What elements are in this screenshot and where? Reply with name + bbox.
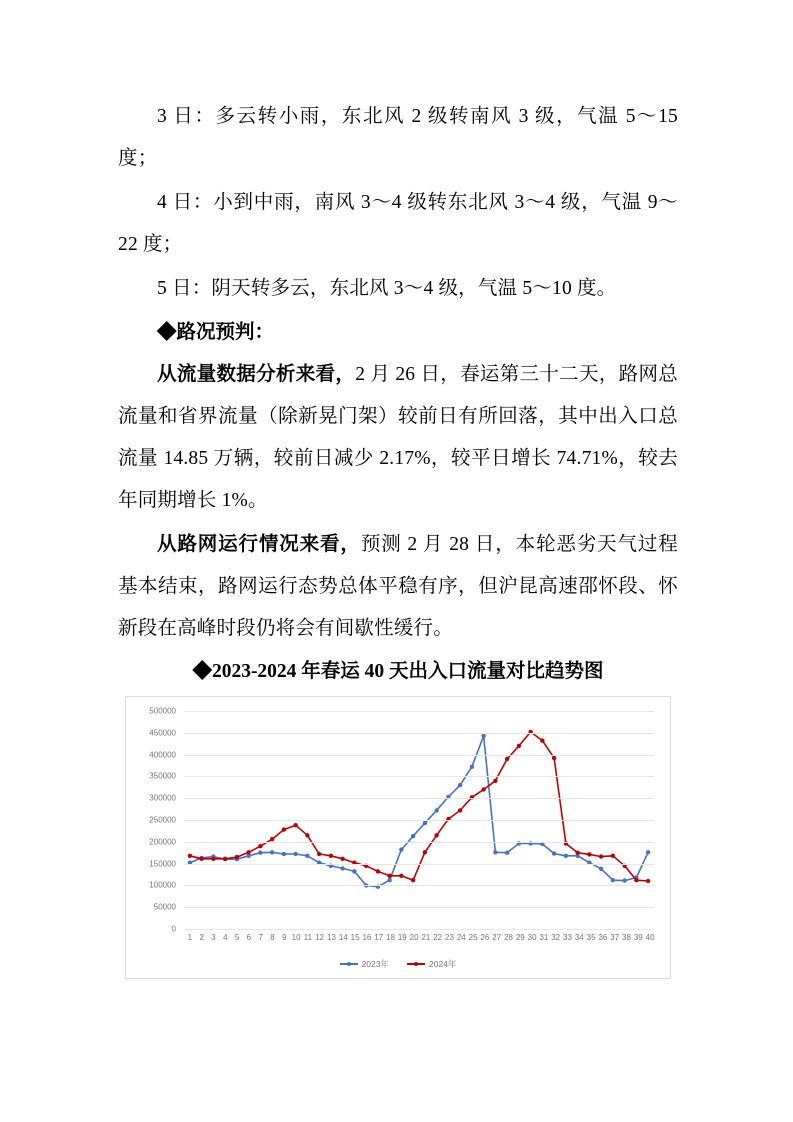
chart-gridline xyxy=(184,820,654,821)
chart-y-tick-label: 300000 xyxy=(149,793,176,803)
chart-point xyxy=(646,879,650,883)
chart-point xyxy=(340,866,344,870)
chart-point xyxy=(340,857,344,861)
chart-point xyxy=(305,833,309,837)
chart-y-tick-label: 350000 xyxy=(149,771,176,781)
paragraph-network-operation-body: 预测 2 月 28 日，本轮恶劣天气过程基本结束，路网运行态势总体平稳有序，但沪昆高速邵怀段、怀新段在高峰时段仍将会有间歇性缓行。 xyxy=(118,534,678,639)
chart-y-tick-label: 250000 xyxy=(149,815,176,825)
chart-y-tick-label: 450000 xyxy=(149,728,176,738)
chart-point xyxy=(434,808,438,812)
chart-point xyxy=(387,878,391,882)
paragraph-day5: 5 日：阴天转多云，东北风 3～4 级，气温 5～10 度。 xyxy=(157,278,617,299)
chart-x-tick-label: 27 xyxy=(492,933,502,942)
chart-point xyxy=(458,783,462,787)
chart-x-tick-label: 32 xyxy=(551,933,561,942)
chart-point xyxy=(540,738,544,742)
chart-x-tick-label: 17 xyxy=(374,933,384,942)
paragraph-traffic-data-lead: 从流量数据分析来看， xyxy=(157,364,356,385)
legend-item[interactable] xyxy=(340,958,389,970)
chart-x-tick-label: 13 xyxy=(327,933,336,942)
chart-x-axis xyxy=(184,933,654,947)
chart-x-tick-label: 15 xyxy=(350,933,360,942)
chart-legend xyxy=(126,958,670,970)
chart-x-tick-label: 2 xyxy=(199,933,204,942)
chart-x-tick-label: 39 xyxy=(633,933,643,942)
paragraph-day4: 4 日：小到中雨，南风 3～4 级转东北风 3～4 级，气温 9～22 度； xyxy=(118,192,678,255)
chart-point xyxy=(599,854,603,858)
chart-point xyxy=(564,854,568,858)
chart-y-tick-label: 0 xyxy=(171,924,176,934)
chart-x-tick-label: 38 xyxy=(622,933,631,942)
chart-y-tick-label: 100000 xyxy=(149,880,176,890)
chart-x-tick-label: 20 xyxy=(409,933,419,942)
chart-y-tick-label: 50000 xyxy=(153,902,176,912)
legend-swatch-icon xyxy=(340,963,358,965)
chart-x-tick-label: 6 xyxy=(246,933,252,942)
chart-point xyxy=(423,850,427,854)
chart-x-tick-label: 11 xyxy=(303,933,313,942)
chart-y-tick-label: 150000 xyxy=(149,859,176,869)
legend-label: 2024年 xyxy=(429,959,457,969)
chart-point xyxy=(399,874,403,878)
chart-heading: ◆2023-2024 年春运 40 天出入口流量对比趋势图 xyxy=(192,661,604,682)
chart-point xyxy=(552,756,556,760)
chart-gridline xyxy=(184,929,654,930)
chart-point xyxy=(199,857,203,861)
chart-point xyxy=(305,854,309,858)
chart-point xyxy=(411,834,415,838)
chart-x-tick-label: 29 xyxy=(515,933,525,942)
chart-point xyxy=(282,852,286,856)
chart-point xyxy=(246,850,250,854)
chart-x-tick-label: 36 xyxy=(598,933,608,942)
chart-x-tick-label: 1 xyxy=(187,933,193,942)
traffic-comparison-chart xyxy=(125,696,671,979)
chart-x-tick-label: 19 xyxy=(397,933,407,942)
chart-gridline xyxy=(184,798,654,799)
paragraph-traffic-data xyxy=(118,354,678,522)
chart-x-tick-label: 25 xyxy=(468,933,478,942)
chart-point xyxy=(423,821,427,825)
chart-gridline xyxy=(184,885,654,886)
paragraph-traffic-data-body: 2 月 26 日，春运第三十二天，路网总流量和省界流量（除新晃门架）较前日有所回落，其中出入口总流量 14.85 万辆，较前日减少 2.17%，较平日增长 74.71%，较去年同期增长 1%。 xyxy=(118,364,678,511)
chart-point xyxy=(517,744,521,748)
chart-x-tick-label: 23 xyxy=(445,933,454,942)
chart-point xyxy=(634,878,638,882)
chart-point xyxy=(481,787,485,791)
chart-x-tick-label: 37 xyxy=(610,933,620,942)
chart-point xyxy=(411,878,415,882)
chart-gridline xyxy=(184,842,654,843)
chart-point xyxy=(293,852,297,856)
chart-x-tick-label: 14 xyxy=(338,933,348,942)
chart-y-axis xyxy=(126,706,180,934)
chart-x-tick-label: 26 xyxy=(480,933,490,942)
chart-point xyxy=(599,867,603,871)
chart-x-tick-label: 5 xyxy=(234,933,240,942)
paragraph-network-operation-lead: 从路网运行情况来看， xyxy=(157,534,361,555)
chart-point xyxy=(223,857,227,861)
paragraph-network-operation xyxy=(118,524,678,650)
chart-x-tick-label: 28 xyxy=(504,933,513,942)
chart-x-tick-label: 30 xyxy=(527,933,537,942)
chart-point xyxy=(552,851,556,855)
chart-point xyxy=(282,827,286,831)
chart-point xyxy=(293,823,297,827)
chart-point xyxy=(211,857,215,861)
chart-x-tick-label: 12 xyxy=(315,933,325,942)
chart-point xyxy=(505,851,509,855)
chart-point xyxy=(575,851,579,855)
chart-point xyxy=(611,878,615,882)
chart-point xyxy=(458,808,462,812)
chart-point xyxy=(481,734,485,738)
chart-x-tick-label: 24 xyxy=(456,933,466,942)
chart-point xyxy=(270,850,274,854)
chart-x-tick-label: 8 xyxy=(270,933,275,942)
chart-point xyxy=(317,852,321,856)
chart-point xyxy=(505,757,509,761)
chart-y-tick-label: 500000 xyxy=(149,706,176,716)
chart-point xyxy=(587,852,591,856)
chart-point xyxy=(493,850,497,854)
paragraph-day3: 3 日：多云转小雨，东北风 2 级转南风 3 级，气温 5～15 度； xyxy=(118,106,678,169)
chart-point xyxy=(611,854,615,858)
section-heading-road-forecast: ◆路况预判： xyxy=(157,322,275,343)
chart-gridline xyxy=(184,711,654,712)
chart-point xyxy=(387,874,391,878)
chart-plot-area xyxy=(184,711,654,929)
chart-point xyxy=(329,854,333,858)
chart-point xyxy=(352,869,356,873)
chart-point xyxy=(235,855,239,859)
chart-point xyxy=(258,851,262,855)
chart-x-tick-label: 7 xyxy=(258,933,263,942)
chart-x-tick-label: 21 xyxy=(421,933,431,942)
chart-x-tick-label: 3 xyxy=(211,933,216,942)
chart-gridline xyxy=(184,733,654,734)
chart-x-tick-label: 40 xyxy=(645,933,655,942)
legend-item[interactable] xyxy=(407,958,456,970)
chart-point xyxy=(434,833,438,837)
chart-point xyxy=(399,847,403,851)
chart-gridline xyxy=(184,907,654,908)
chart-x-tick-label: 10 xyxy=(291,933,301,942)
chart-x-tick-label: 34 xyxy=(574,933,584,942)
chart-x-tick-label: 18 xyxy=(386,933,395,942)
chart-point xyxy=(493,779,497,783)
chart-point xyxy=(622,878,626,882)
chart-point xyxy=(646,850,650,854)
chart-x-tick-label: 16 xyxy=(362,933,372,942)
chart-x-tick-label: 33 xyxy=(563,933,572,942)
chart-y-tick-label: 200000 xyxy=(149,837,176,847)
document-content xyxy=(118,96,678,979)
chart-point xyxy=(258,844,262,848)
chart-gridline xyxy=(184,864,654,865)
chart-point xyxy=(270,837,274,841)
chart-x-tick-label: 4 xyxy=(223,933,228,942)
chart-x-tick-label: 9 xyxy=(282,933,287,942)
chart-x-tick-label: 22 xyxy=(433,933,443,942)
chart-y-tick-label: 400000 xyxy=(149,750,176,760)
legend-swatch-icon xyxy=(407,963,425,965)
legend-label: 2023年 xyxy=(361,959,389,969)
chart-x-tick-label: 31 xyxy=(539,933,549,942)
chart-point xyxy=(470,765,474,769)
chart-gridline xyxy=(184,755,654,756)
chart-point xyxy=(188,854,192,858)
chart-x-tick-label: 35 xyxy=(586,933,596,942)
chart-gridline xyxy=(184,776,654,777)
chart-point xyxy=(376,869,380,873)
